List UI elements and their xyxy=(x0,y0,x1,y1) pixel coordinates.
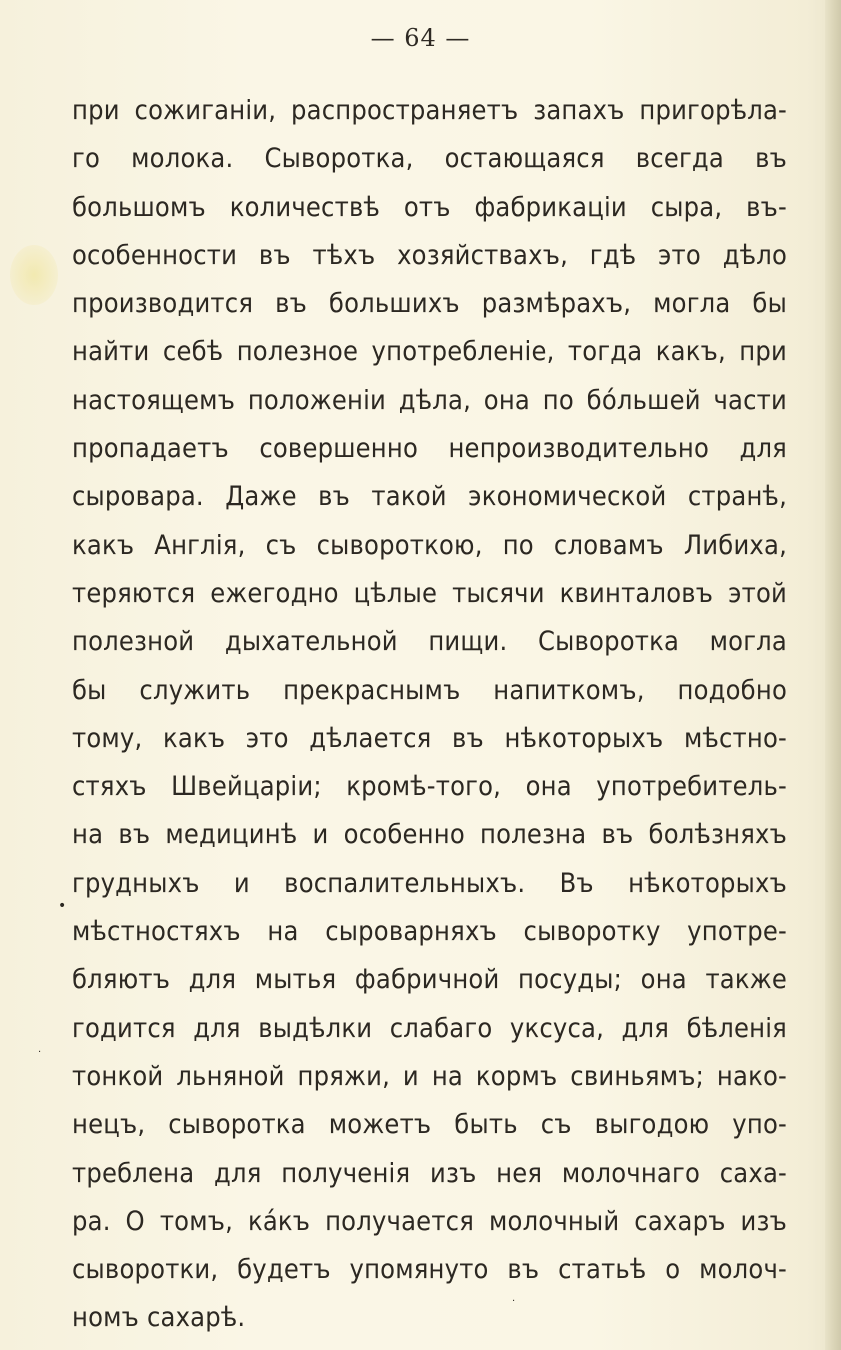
text-line: теряются ежегодно цѣлые тысячи квинталовъ этой xyxy=(72,577,787,609)
text-line: грудныхъ и воспалительныхъ. Въ нѣкоторыхъ xyxy=(72,867,787,899)
text-line: найти себѣ полезное употребленіе, тогда какъ, при xyxy=(72,336,787,368)
text-line: мѣстностяхъ на сыроварняхъ сыворотку употре- xyxy=(72,916,787,948)
text-line: треблена для полученія изъ нея молочнаго саха- xyxy=(72,1157,787,1189)
text-line: сыворотки, будетъ упомянуто въ статьѣ о молоч- xyxy=(72,1254,787,1286)
ink-speck: · xyxy=(38,1047,42,1058)
text-line: особенности въ тѣхъ хозяйствахъ, гдѣ это дѣло xyxy=(72,239,787,271)
text-line: го молока. Сыворотка, остающаяся всегда въ xyxy=(72,143,787,175)
text-line: большомъ количествѣ отъ фабрикаціи сыра, въ- xyxy=(72,191,787,223)
text-line: какъ Англія, съ сывороткою, по словамъ Либиха, xyxy=(72,529,787,561)
text-line: полезной дыхательной пищи. Сыворотка могла xyxy=(72,626,787,658)
text-line: сыровара. Даже въ такой экономической странѣ, xyxy=(72,481,787,513)
text-line: настоящемъ положеніи дѣла, она по бо́льшей части xyxy=(72,384,787,416)
text-line: номъ сахарѣ. xyxy=(72,1302,246,1334)
body-text xyxy=(72,87,787,1343)
text-line: на въ медицинѣ и особенно полезна въ болѣзняхъ xyxy=(72,819,787,851)
text-line: ра. О томъ, ка́къ получается молочный сахаръ изъ xyxy=(72,1205,787,1237)
page-number-header: — 64 — xyxy=(370,24,471,52)
ink-speck: · xyxy=(512,1296,516,1307)
ink-speck: • xyxy=(58,898,67,914)
text-line: бляютъ для мытья фабричной посуды; она также xyxy=(72,964,787,996)
text-line: стяхъ Швейцаріи; кромѣ-того, она употребитель- xyxy=(72,771,787,803)
text-line: годится для выдѣлки слабаго уксуса, для бѣленія xyxy=(72,1012,787,1044)
text-line: нецъ, сыворотка можетъ быть съ выгодою упо- xyxy=(72,1109,787,1141)
text-line: при сожиганіи, распространяетъ запахъ пригорѣла- xyxy=(72,95,787,126)
text-line: производится въ большихъ размѣрахъ, могла бы xyxy=(72,288,787,320)
text-line: бы служить прекраснымъ напиткомъ, подобно xyxy=(72,674,787,706)
text-line: пропадаетъ совершенно непроизводительно для xyxy=(72,433,787,465)
paper-stain xyxy=(10,245,58,305)
text-line: тонкой льняной пряжи, и на кормъ свиньямъ; нако- xyxy=(72,1060,787,1092)
text-line: тому, какъ это дѣлается въ нѣкоторыхъ мѣстно- xyxy=(72,722,787,754)
page-edge xyxy=(825,0,841,1350)
